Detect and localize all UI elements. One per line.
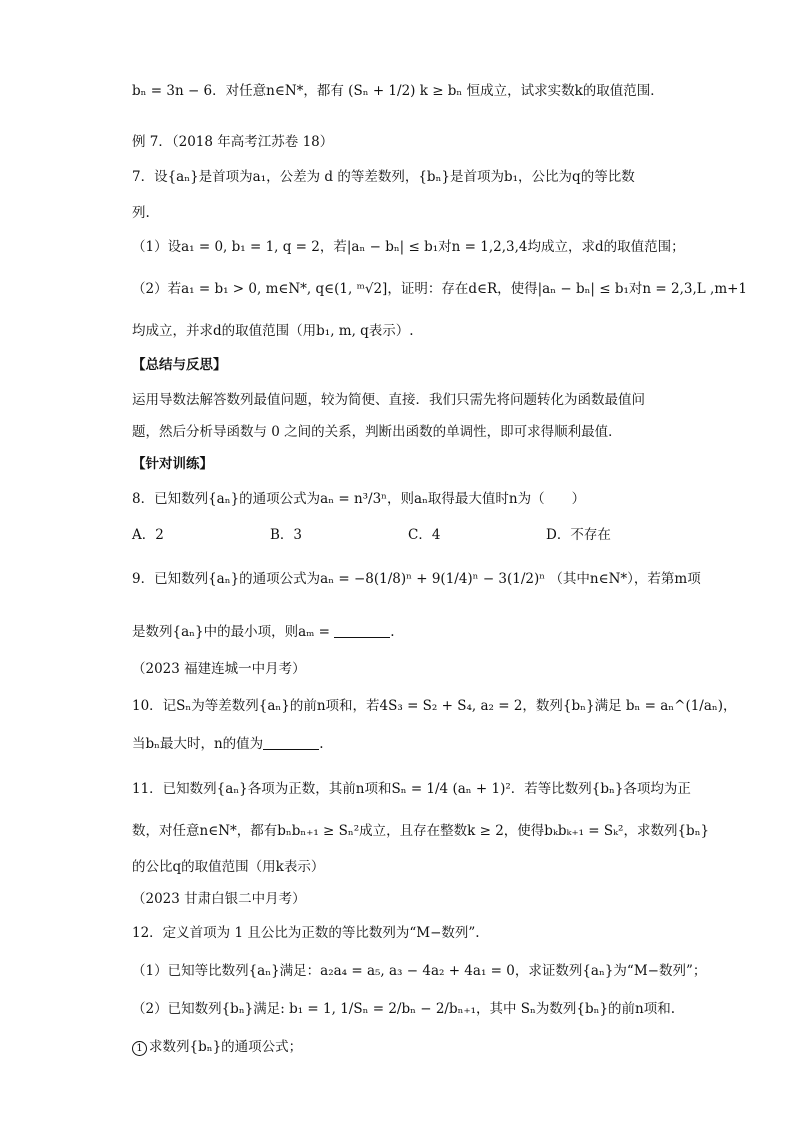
answer-blank: [263, 737, 319, 750]
choice-d: D．不存在: [546, 527, 611, 543]
choice-a: A．2: [132, 527, 164, 543]
summary-text-2: 题，然后分析导函数与 0 之间的关系，判断出函数的单调性，即可求得顺利最值．: [132, 424, 622, 440]
problem-9-statement: 9．已知数列{aₙ}的通项公式为aₙ = −8(1/8)ⁿ + 9(1/4)ⁿ − 3(1/2)ⁿ （其中n∈N*），若第m项: [132, 571, 701, 587]
problem-11-statement-cont: 数，对任意n∈N*，都有bₙbₙ₊₁ ≥ Sₙ²成立，且存在整数k ≥ 2，使得bₖbₖ₊₁ = Sₖ²，求数列{bₙ}: [132, 823, 710, 839]
problem-12-part-1: （1）已知等比数列{aₙ}满足：a₂a₄ = a₅, a₃ − 4a₂ + 4a₁ = 0，求证数列{aₙ}为“M−数列”；: [132, 963, 707, 979]
problem-9-blank-line: [132, 623, 672, 641]
problem-12-definition: 12．定义首项为 1 且公比为正数的等比数列为“M−数列”.: [132, 925, 480, 941]
source-fujian: （2023 福建连城一中月考）: [132, 661, 306, 677]
problem-6-condition: bₙ = 3n − 6．对任意n∈N*，都有 (Sₙ + 1/2) k ≥ bₙ 恒成立，试求实数k的取值范围．: [132, 83, 664, 99]
circled-number-marker: 1: [132, 1041, 147, 1056]
problem-8-statement: 8．已知数列{aₙ}的通项公式为aₙ = n³/3ⁿ，则aₙ取得最大值时n为（ ）: [132, 491, 586, 507]
problem-9-suffix: .: [390, 624, 395, 640]
summary-heading: 【总结与反思】: [132, 357, 227, 373]
problem-7-part-2-cont: 均成立，并求d的取值范围（用b₁, m, q表示）.: [132, 323, 414, 339]
problem-9-prefix: 是数列{aₙ}中的最小项，则aₘ =: [132, 624, 330, 640]
problem-7-part-1: （1）设a₁ = 0, b₁ = 1, q = 2，若|aₙ − bₙ| ≤ b₁对n = 1,2,3,4均成立，求d的取值范围；: [132, 239, 685, 255]
answer-blank: [334, 625, 390, 638]
source-gansu: （2023 甘肃白银二中月考）: [132, 891, 306, 907]
example-7-heading: 例 7．（2018 年高考江苏卷 18）: [132, 134, 334, 150]
choice-c: C．4: [408, 527, 441, 543]
problem-10-prefix: 当bₙ最大时，n的值为: [132, 736, 264, 752]
problem-7-statement-cont: 列.: [132, 205, 150, 221]
problem-7-statement: 7．设{aₙ}是首项为a₁，公差为 d 的等差数列，{bₙ}是首项为b₁，公比为q的等比数: [132, 169, 635, 185]
problem-11-statement: 11．已知数列{aₙ}各项为正数，其前n项和Sₙ = 1/4 (aₙ + 1)²．若等比数列{bₙ}各项均为正: [132, 781, 691, 797]
subpart-1-text: 求数列{bₙ}的通项公式；: [149, 1039, 303, 1055]
problem-12-part-2: （2）已知数列{bₙ}满足: b₁ = 1, 1/Sₙ = 2/bₙ − 2/bₙ₊₁，其中 Sₙ为数列{bₙ}的前n项和.: [132, 1001, 676, 1017]
practice-heading: 【针对训练】: [132, 456, 213, 472]
problem-11-statement-end: 的公比q的取值范围（用k表示）: [132, 859, 325, 875]
problem-12-subpart-1: [132, 1038, 672, 1056]
problem-10-blank-line: [132, 735, 672, 753]
problem-7-part-2: （2）若a₁ = b₁ > 0, m∈N*, q∈(1, ᵐ√2]，证明：存在d∈R，使得|aₙ − bₙ| ≤ b₁对n = 2,3,L ,m+1: [132, 281, 748, 297]
problem-8-choices: [132, 526, 672, 544]
choice-b: B．3: [270, 527, 303, 543]
summary-text-1: 运用导数法解答数列最值问题，较为简便、直接．我们只需先将问题转化为函数最值问: [132, 392, 645, 408]
problem-10-statement: 10．记Sₙ为等差数列{aₙ}的前n项和，若4S₃ = S₂ + S₄, a₂ = 2，数列{bₙ}满足 bₙ = aₙ^(1/aₙ)，: [132, 698, 737, 714]
problem-10-suffix: .: [319, 736, 324, 752]
